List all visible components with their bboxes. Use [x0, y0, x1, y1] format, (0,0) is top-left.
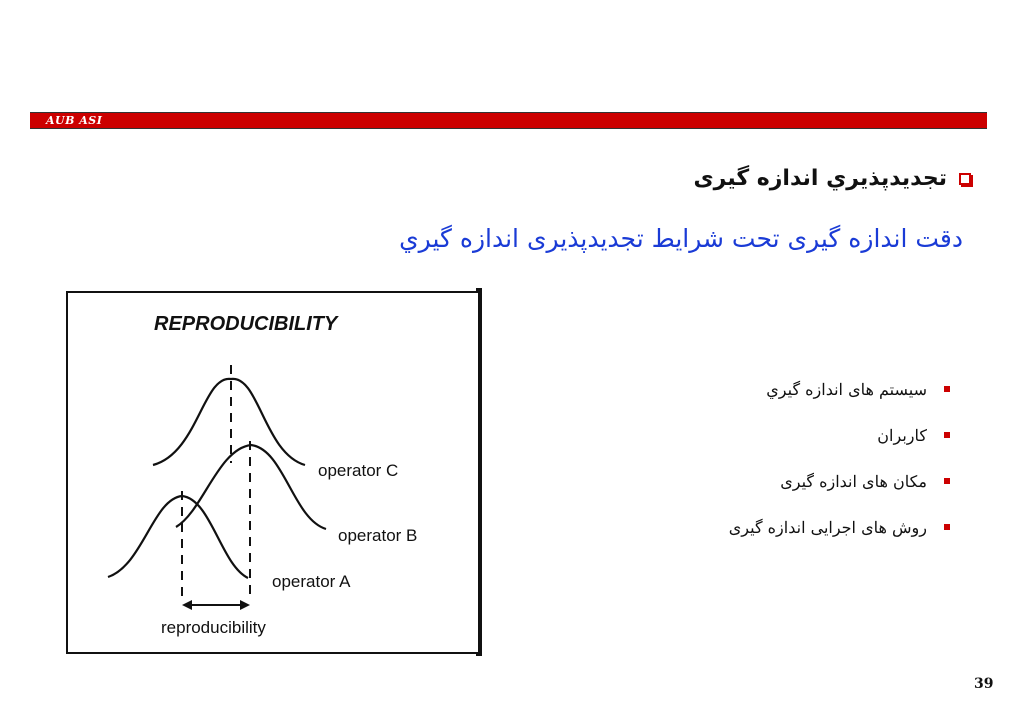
bullet-text: کاربران [877, 425, 927, 445]
square-bullet-icon [944, 524, 950, 530]
bullet-list [567, 378, 927, 562]
bullet-item [567, 378, 927, 400]
bullet-text: روش های اجرايی اندازه گيری [728, 517, 927, 537]
bullet-item [567, 424, 927, 446]
reproducibility-diagram [68, 293, 478, 652]
page-number: 39 [974, 676, 994, 692]
title-bar-stripe [30, 112, 987, 129]
logo-text: AUB ASI [46, 114, 103, 127]
operator-a-label: operator A [272, 572, 351, 591]
checkbox-bullet-icon [959, 173, 971, 185]
bullet-text: سيستم های اندازه گيري [766, 379, 927, 399]
operator-b-label: operator B [338, 526, 418, 545]
operator-c-label: operator C [318, 461, 399, 480]
slide-heading [693, 166, 971, 191]
bullet-item [567, 470, 927, 492]
arrow-head-left [182, 600, 192, 610]
reproducibility-figure [66, 291, 480, 654]
slide-subheading: دقت اندازه گيری تحت شرايط تجديدپذيری اندازه گيري [399, 224, 963, 253]
heading-title: تجديدپذيري اندازه گيری [693, 166, 947, 191]
square-bullet-icon [944, 386, 950, 392]
square-bullet-icon [944, 432, 950, 438]
reproducibility-label: reproducibility [161, 618, 266, 637]
operator-a-curve [108, 496, 248, 578]
arrow-head-right [240, 600, 250, 610]
bullet-text: مکان های اندازه گيری [780, 471, 927, 491]
bullet-item [567, 516, 927, 538]
operator-c-curve [153, 379, 305, 465]
figure-title: REPRODUCIBILITY [154, 313, 338, 335]
square-bullet-icon [944, 478, 950, 484]
